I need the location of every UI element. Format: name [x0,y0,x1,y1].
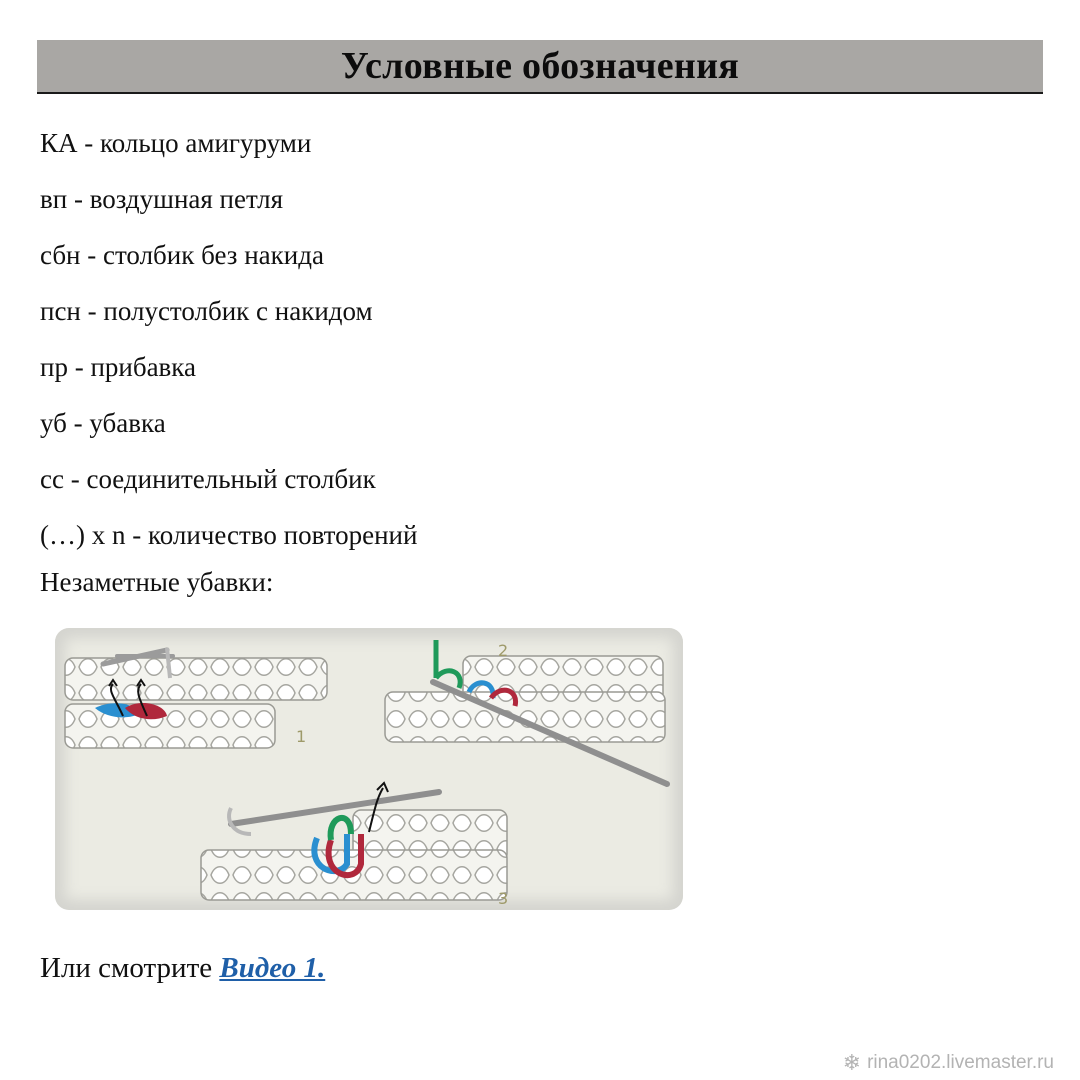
step-label-3: 3 [498,889,509,908]
step-label-2: 2 [498,641,509,660]
legend-item: (…) х n - количество повторений [40,520,418,550]
legend-item: псн - полустолбик с накидом [40,296,373,326]
step-1-panel [65,648,327,748]
crochet-decrease-illustration [55,628,683,910]
legend-item: КА - кольцо амигуруми [40,128,312,158]
step-3-panel [201,783,507,900]
legend-item: уб - убавка [40,408,166,438]
abbreviation-legend [40,115,417,563]
step-label-1: 1 [296,727,307,746]
invisible-decrease-heading: Незаметные убавки: [40,567,274,597]
watermark [843,1050,1054,1076]
snowflake-icon: ❄ [842,1050,862,1075]
legend-item: вп - воздушная петля [40,184,284,214]
crochet-diagram [55,628,683,910]
header-bar [37,40,1043,94]
video-reference [40,948,325,988]
legend-item: пр - прибавка [40,352,197,382]
legend-item: сбн - столбик без накида [40,240,324,270]
step-2-panel [385,640,667,784]
video-prefix: Или смотрите [40,952,220,984]
watermark-text: rina0202.livemaster.ru [867,1052,1054,1073]
legend-item: сс - соединительный столбик [40,464,376,494]
page-title: Условные обозначения [340,45,740,87]
video-link[interactable]: Видео 1. [219,952,326,984]
